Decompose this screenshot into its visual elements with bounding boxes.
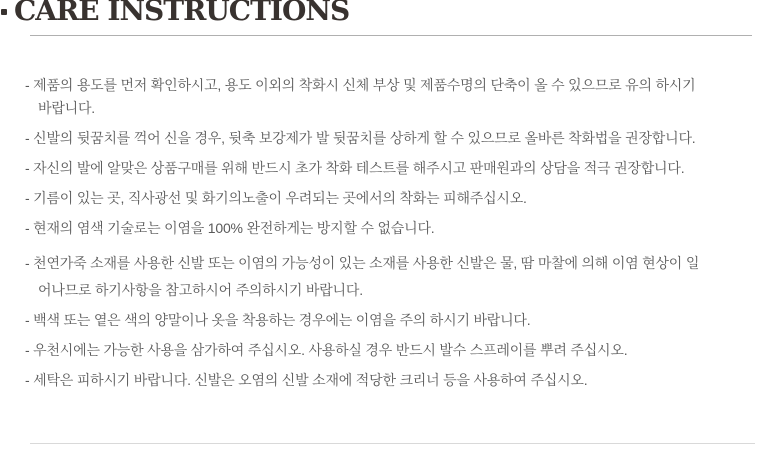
square-bullet-icon xyxy=(1,9,7,15)
page-header xyxy=(1,0,780,27)
care-instruction-item xyxy=(25,339,760,362)
care-instruction-item xyxy=(25,369,760,392)
title-divider xyxy=(30,35,752,36)
care-instruction-text: - 기름이 있는 곳, 직사광선 및 화기의노출이 우려되는 곳에서의 착화는 피해주십시오. xyxy=(25,190,527,206)
care-instruction-text: - 현재의 염색 기술로는 이염을 100% 완전하게는 방지할 수 없습니다. xyxy=(25,220,435,236)
care-instruction-text: - 세탁은 피하시기 바랍니다. 신발은 오염의 신발 소재에 적당한 크리너 등을 사용하여 주십시오. xyxy=(25,372,588,388)
bottom-divider xyxy=(30,443,755,444)
care-instruction-text: - 제품의 용도를 먼저 확인하시고, 용도 이외의 착화시 신체 부상 및 제품수명의 단축이 올 수 있으므로 유의 하시기 xyxy=(25,77,696,93)
care-instruction-item xyxy=(25,309,760,332)
care-instruction-item xyxy=(25,252,760,302)
care-instruction-text: - 천연가죽 소재를 사용한 신발 또는 이염의 가능성이 있는 소재를 사용한 신발은 물, 땀 마찰에 의해 이염 현상이 일 xyxy=(25,255,700,271)
care-instruction-item xyxy=(25,157,760,180)
care-instruction-item xyxy=(25,187,760,210)
care-instruction-item xyxy=(25,127,760,150)
care-instructions-list xyxy=(25,74,760,399)
care-instruction-text: - 우천시에는 가능한 사용을 삼가하여 주십시오. 사용하실 경우 반드시 발수 스프레이를 뿌려 주십시오. xyxy=(25,342,628,358)
care-instruction-text-wrap: 어나므로 하기사항을 참고하시어 주의하시기 바랍니다. xyxy=(38,282,363,298)
care-instruction-item xyxy=(25,217,760,240)
care-instruction-text-wrap: 바랍니다. xyxy=(38,100,95,116)
care-instruction-text: - 신발의 뒷꿈치를 꺽어 신을 경우, 뒷축 보강제가 발 뒷꿈치를 상하게 할 수 있으므로 올바른 착화법을 권장합니다. xyxy=(25,130,696,146)
care-instruction-text: - 자신의 발에 알맞은 상품구매를 위해 반드시 초가 착화 테스트를 해주시고 판매원과의 상담을 적극 권장합니다. xyxy=(25,160,685,176)
care-instruction-item xyxy=(25,74,760,120)
care-instruction-text: - 백색 또는 옅은 색의 양말이나 옷을 착용하는 경우에는 이염을 주의 하시기 바랍니다. xyxy=(25,312,531,328)
page-title: CARE INSTRUCTIONS xyxy=(14,0,350,27)
